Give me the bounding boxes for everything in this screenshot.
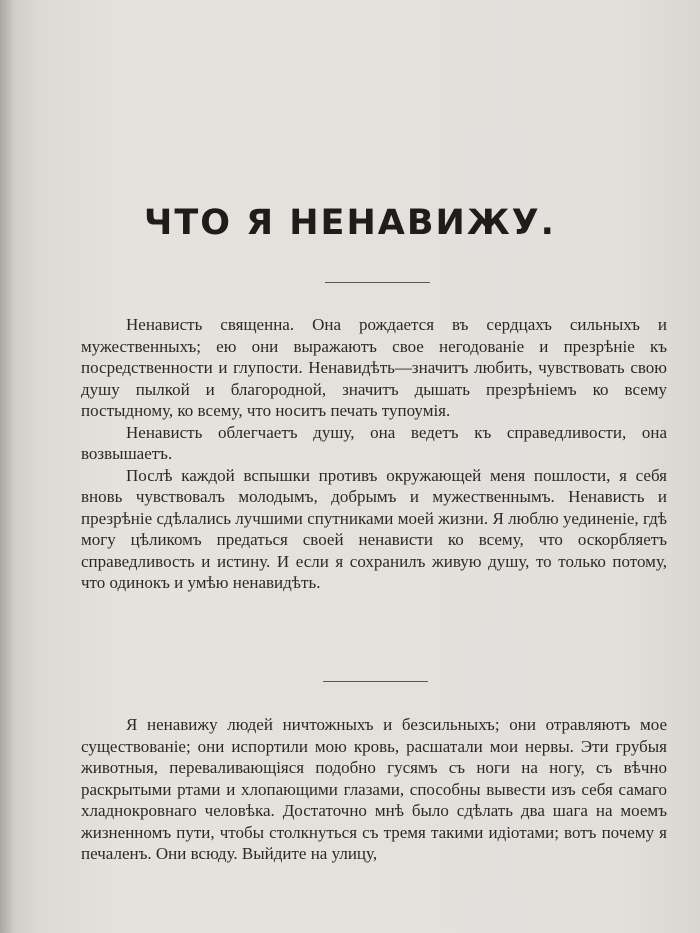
paragraph: Послѣ каждой вспышки противъ окружающей меня пошлости, я себя вновь чувствовалъ молодымъ, добрымъ и мужественнымъ. Ненависть и презрѣніе сдѣлались лучшими спутниками моей жизни. Я люблю уединеніе, гдѣ могу цѣликомъ предаться своей ненависти ко всему, что оскорбляетъ справедливость и истину. И если я сохранилъ живую душу, то только потому, что одинокъ и умѣю ненавидѣть. bbox=[81, 465, 667, 592]
paragraph: Я ненавижу людей ничтожныхъ и безсильныхъ; они отравляютъ мое существованіе; они испортили мою кровь, расшатали мои нервы. Эти грубыя животныя, переваливающіяся подобно гусямъ съ ноги на ногу, съ вѣчно раскрытыми ртами и хлопающими глазами, способны вывести изъ себя самаго хладнокровнаго человѣка. Достаточно мнѣ было сдѣлать два шага на моемъ жизненномъ пути, чтобы столкнуться съ тремя такими идіотами; вотъ почему я печаленъ. Они всюду. Выйдите на улицу, bbox=[81, 715, 667, 863]
binding-edge bbox=[0, 0, 14, 933]
section-divider bbox=[323, 681, 428, 682]
section-1 bbox=[81, 314, 667, 594]
paragraph: Ненависть священна. Она рождается въ сердцахъ сильныхъ и мужественныхъ; ею они выражаютъ свое негодованіе и презрѣніе къ посредственности и глупости. Ненавидѣть—значитъ любить, чувствовать свою душу пылкой и благородной, значитъ дышать презрѣніемъ ко всему постыдному, ко всему, что носитъ печать тупоумія. bbox=[81, 315, 667, 420]
paragraph: Ненависть облегчаетъ душу, она ведетъ къ справедливости, она возвышаетъ. bbox=[81, 422, 667, 463]
section-2 bbox=[81, 714, 667, 865]
title-divider bbox=[325, 282, 430, 283]
chapter-title: ЧТО Я НЕНАВИЖУ. bbox=[144, 203, 556, 243]
